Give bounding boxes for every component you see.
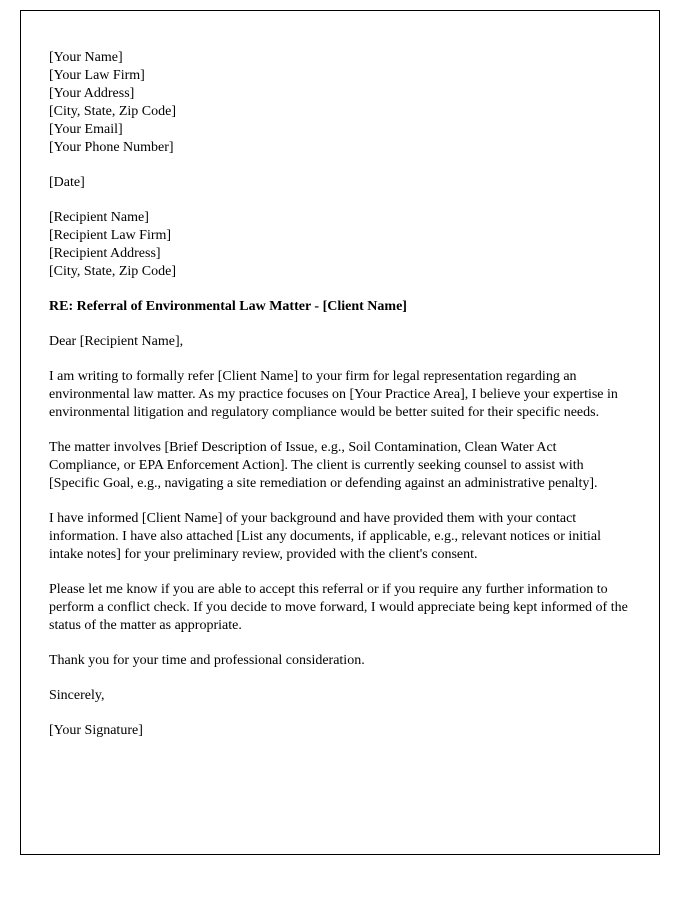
sender-phone-line: [Your Phone Number] (49, 140, 174, 155)
sender-email-line: [Your Email] (49, 122, 123, 137)
subject-line: RE: Referral of Environmental Law Matter - [Client Name] (49, 299, 407, 314)
recipient-city-line: [City, State, Zip Code] (49, 264, 177, 279)
recipient-firm-line: [Recipient Law Firm] (49, 228, 172, 243)
sender-name-line: [Your Name] (49, 50, 123, 65)
body-paragraph-3: I have informed [Client Name] of your background and have provided them with your contact information. I have also attached [List any documents, if applicable, e.g., relevant notices or initial intake notes] for your preliminary review, provided with the client's consent. (49, 511, 602, 562)
signature-line: [Your Signature] (49, 723, 143, 738)
body-paragraph-2: The matter involves [Brief Description of Issue, e.g., Soil Contamination, Clean Water Act Compliance, or EPA Enforcement Action]. The client is currently seeking counsel to assist with [Specific Goal, e.g., navigating a site remediation or defending against an administrative penalty]. (49, 440, 598, 491)
thanks-line: Thank you for your time and professional consideration. (49, 653, 365, 668)
sender-city-line: [City, State, Zip Code] (49, 104, 177, 119)
body-paragraph-4: Please let me know if you are able to accept this referral or if you require any further information to perform a conflict check. If you decide to move forward, I would appreciate being kept informed of the status of the matter as appropriate. (49, 582, 628, 633)
recipient-address-line: [Recipient Address] (49, 246, 161, 261)
salutation: Dear [Recipient Name], (49, 334, 184, 349)
sender-firm-line: [Your Law Firm] (49, 68, 145, 83)
recipient-name-line: [Recipient Name] (49, 210, 149, 225)
letter-page (20, 10, 660, 855)
sender-address-line: [Your Address] (49, 86, 135, 101)
recipient-block (49, 209, 631, 281)
body-paragraph-1: I am writing to formally refer [Client Name] to your firm for legal representation regarding an environmental law matter. As my practice focuses on [Your Practice Area], I believe your expertise in environmental litigation and regulatory compliance would be better suited for their specific needs. (49, 369, 618, 420)
date-block (49, 174, 631, 192)
sender-block (49, 49, 631, 157)
date-line: [Date] (49, 175, 85, 190)
closing-line: Sincerely, (49, 688, 105, 703)
